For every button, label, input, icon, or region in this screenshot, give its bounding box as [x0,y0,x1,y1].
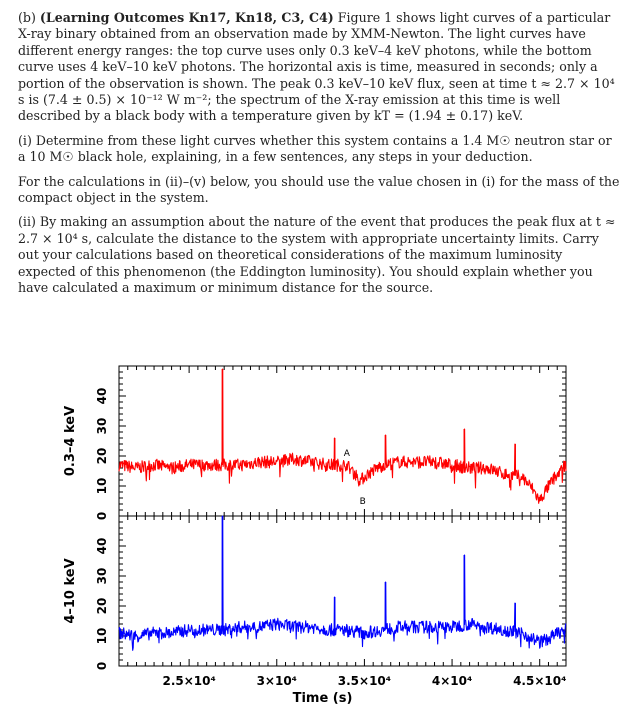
light-curve-figure [60,346,580,704]
y-tick-label: 30 [95,567,109,585]
question-text [18,10,622,305]
instruction-text: For the calculations in (ii)–(v) below, you should use the value chosen in (i) for the mass of the compact object in the system. [18,173,620,206]
y-tick-label: 0 [95,661,109,671]
x-tick-label: 2.5×10⁴ [162,674,216,688]
x-tick-label: 4×10⁴ [431,674,473,688]
question-intro-paragraph [18,10,622,125]
x-tick-label: 3×10⁴ [256,674,297,688]
top-panel-series-line [119,369,566,503]
y-tick-label: 40 [95,537,109,555]
part-label: (b) [18,10,36,25]
y-tick-label: 0 [95,511,109,521]
light-curve-chart [60,346,580,704]
intro-text: Figure 1 shows light curves of a particular X-ray binary obtained from an observation made by XMM-Newton. The light curves have different energy ranges: the top curve uses only 0.3 keV–4 keV photons, while the bottom curve uses 4 keV–10 keV photons. The horizontal axis is time, measured in seconds; only a portion of the observation is shown. The peak 0.3 keV–10 keV flux, seen at time t ≈ 2.7 × 10⁴ s is (7.4 ± 0.5) × 10⁻¹² W m⁻²; the spectrum of the X-ray emission at this time is well described by a black body with a temperature given by kT = (1.94 ± 0.17) keV. [18,10,615,124]
y-tick-label: 10 [95,627,109,645]
y-tick-label: 10 [95,477,109,495]
y-tick-label: 30 [95,417,109,435]
x-tick-label: 3.5×10⁴ [337,674,392,688]
top-panel-frame [119,366,566,516]
y-tick-label: 20 [95,597,109,615]
bottom-panel-frame [119,516,566,666]
x-axis-label: Time (s) [292,691,353,704]
y-tick-label: 40 [95,387,109,405]
bottom-panel-series-line [119,516,566,650]
annotation-b: B [359,497,366,507]
part-ii-text: (ii) By making an assumption about the nature of the event that produces the peak flux at t ≈ 2.7 × 10⁴ s, calculate the distance to the system with appropriate uncertainty limits. Carry out your calculations based on theoretical considerations of the maximum luminosity expected of this phenomenon (the Eddington luminosity). You should explain whether you have calculated a maximum or minimum distance for the source. [18,214,616,296]
part-i-text: (i) Determine from these light curves whether this system contains a 1.4 M☉ neutron star or a 10 M☉ black hole, explaining, in a few sentences, any steps in your deduction. [18,132,612,165]
annotation-a: A [343,449,350,459]
x-tick-label: 4.5×10⁴ [513,674,567,688]
learning-outcomes: (Learning Outcomes Kn17, Kn18, C3, C4) [39,10,334,25]
y-tick-label: 20 [95,447,109,465]
y-axis-label: 4–10 keV [63,558,78,624]
y-axis-label: 0.3–4 keV [63,405,78,477]
